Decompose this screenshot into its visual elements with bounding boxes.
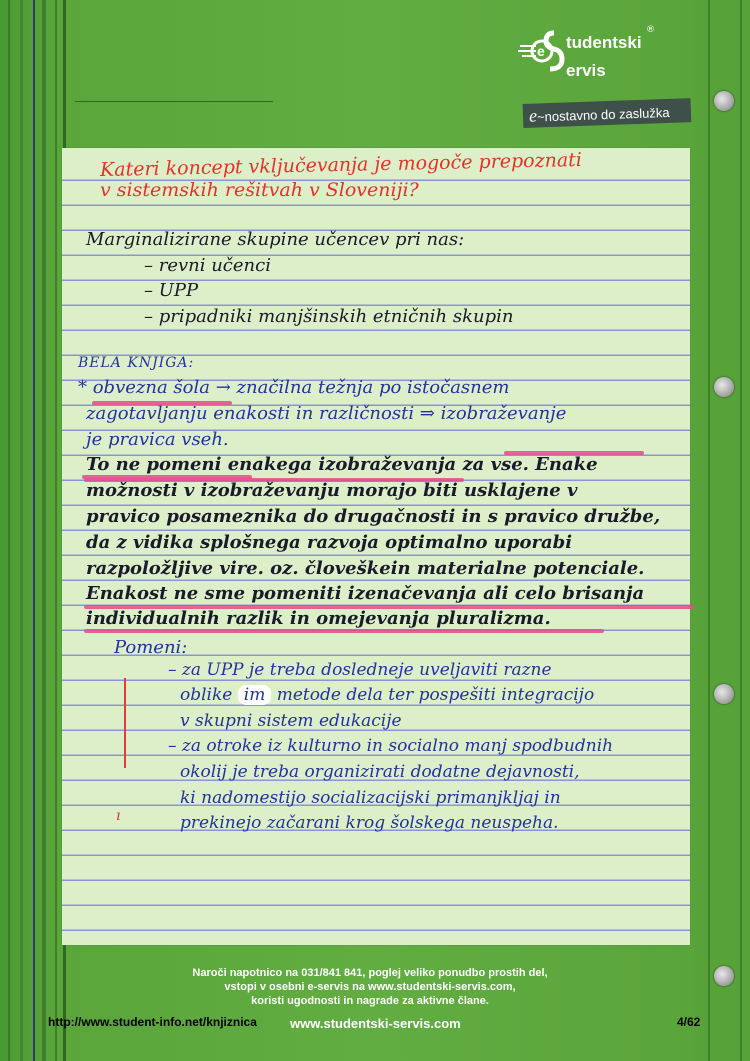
logo-line1: tudentski bbox=[566, 33, 642, 52]
paragraph-line: To ne pomeni enakega izobraževanja za vse. Enake bbox=[86, 454, 598, 475]
slogan-text: ~nostavno do zaslužka bbox=[536, 104, 670, 125]
paragraph-line: zagotavljanju enakosti in različnosti ⇒ izobraževanje bbox=[86, 403, 567, 424]
paragraph-line: individualnih razlik in omejevanja pluralizma. bbox=[86, 608, 551, 629]
footer-url[interactable]: www.studentski-servis.com bbox=[290, 1016, 461, 1031]
marginalized-heading: Marginalizirane skupine učencev pri nas: bbox=[86, 229, 465, 250]
bullet-line: prekinejo začarani krog šolskega neuspeha. bbox=[180, 813, 559, 833]
right-stripe bbox=[708, 0, 710, 1061]
punch-hole bbox=[714, 91, 734, 111]
pomeni-heading: Pomeni: bbox=[114, 637, 188, 658]
bullet-word: oblike bbox=[180, 685, 233, 705]
studentski-servis-logo bbox=[518, 25, 668, 85]
margin-tick: ı bbox=[116, 808, 121, 824]
paragraph-line: * obvezna šola → značilna težnja po istočasnem bbox=[78, 377, 510, 398]
logo-line2: ervis bbox=[566, 61, 606, 80]
bullet-line: v skupni sistem edukacije bbox=[180, 711, 402, 731]
bullet-line: okolij je treba organizirati dodatne dejavnosti, bbox=[180, 762, 580, 782]
paragraph-line: Enakost ne sme pomeniti izenačevanja ali celo brisanja bbox=[86, 583, 645, 604]
paragraph-line: razpoložljive vire. oz. človeškein materialne potenciale. bbox=[86, 558, 645, 579]
bullet-line bbox=[180, 685, 594, 705]
svg-text:e: e bbox=[537, 43, 545, 59]
marginalized-item: – pripadniki manjšinskih etničnih skupin bbox=[144, 306, 514, 327]
underline-mark bbox=[84, 629, 604, 633]
source-url[interactable]: http://www.student-info.net/knjiznica bbox=[48, 1015, 257, 1029]
bullet-line: – za otroke iz kulturno in socialno manj spodbudnih bbox=[168, 736, 614, 756]
footer-text bbox=[160, 966, 580, 1008]
registered-mark: ® bbox=[646, 25, 655, 35]
bela-knjiga-heading: BELA KNJIGA: bbox=[78, 355, 195, 371]
slogan-e: e bbox=[528, 105, 538, 126]
logo-mark-icon bbox=[518, 25, 566, 81]
left-binding-stripes bbox=[0, 0, 70, 1061]
paragraph-line: možnosti v izobraževanju morajo biti usklajene v bbox=[86, 480, 578, 501]
punch-hole bbox=[714, 377, 734, 397]
punch-hole bbox=[714, 966, 734, 986]
right-stripe bbox=[740, 0, 742, 1061]
bullet-line: – za UPP je treba dosledneje uveljaviti razne bbox=[168, 660, 552, 680]
punch-hole bbox=[714, 684, 734, 704]
footer-line: vstopi v osebni e-servis na www.studentski-servis.com, bbox=[224, 981, 516, 993]
footer-line: Naroči napotnico na 031/841 841, poglej veliko ponudbo prostih del, bbox=[192, 967, 548, 979]
question-line: Kateri koncept vključevanja je mogoče prepoznati bbox=[99, 148, 583, 182]
question-line: v sistemskih rešitvah v Sloveniji? bbox=[100, 179, 419, 201]
handwritten-note bbox=[62, 148, 690, 945]
margin-mark bbox=[124, 678, 126, 768]
bullet-word: metode dela ter pospešiti integracijo bbox=[276, 685, 595, 705]
footer-line: koristi ugodnosti in nagrade za aktivne člane. bbox=[251, 995, 489, 1007]
bullet-line: ki nadomestijo socializacijski primanjkljaj in bbox=[180, 788, 561, 808]
marginalized-item: – UPP bbox=[144, 280, 199, 301]
highlighted-word: im bbox=[238, 685, 272, 705]
top-rule bbox=[75, 101, 273, 102]
paragraph-line: pravico posameznika do drugačnosti in s pravico družbe, bbox=[86, 506, 661, 527]
paragraph-line: je pravica vseh. bbox=[86, 429, 229, 450]
marginalized-item: – revni učenci bbox=[144, 255, 271, 276]
page-number: 4/62 bbox=[677, 1015, 701, 1029]
paragraph-line: da z vidika splošnega razvoja optimalno uporabi bbox=[86, 532, 573, 553]
